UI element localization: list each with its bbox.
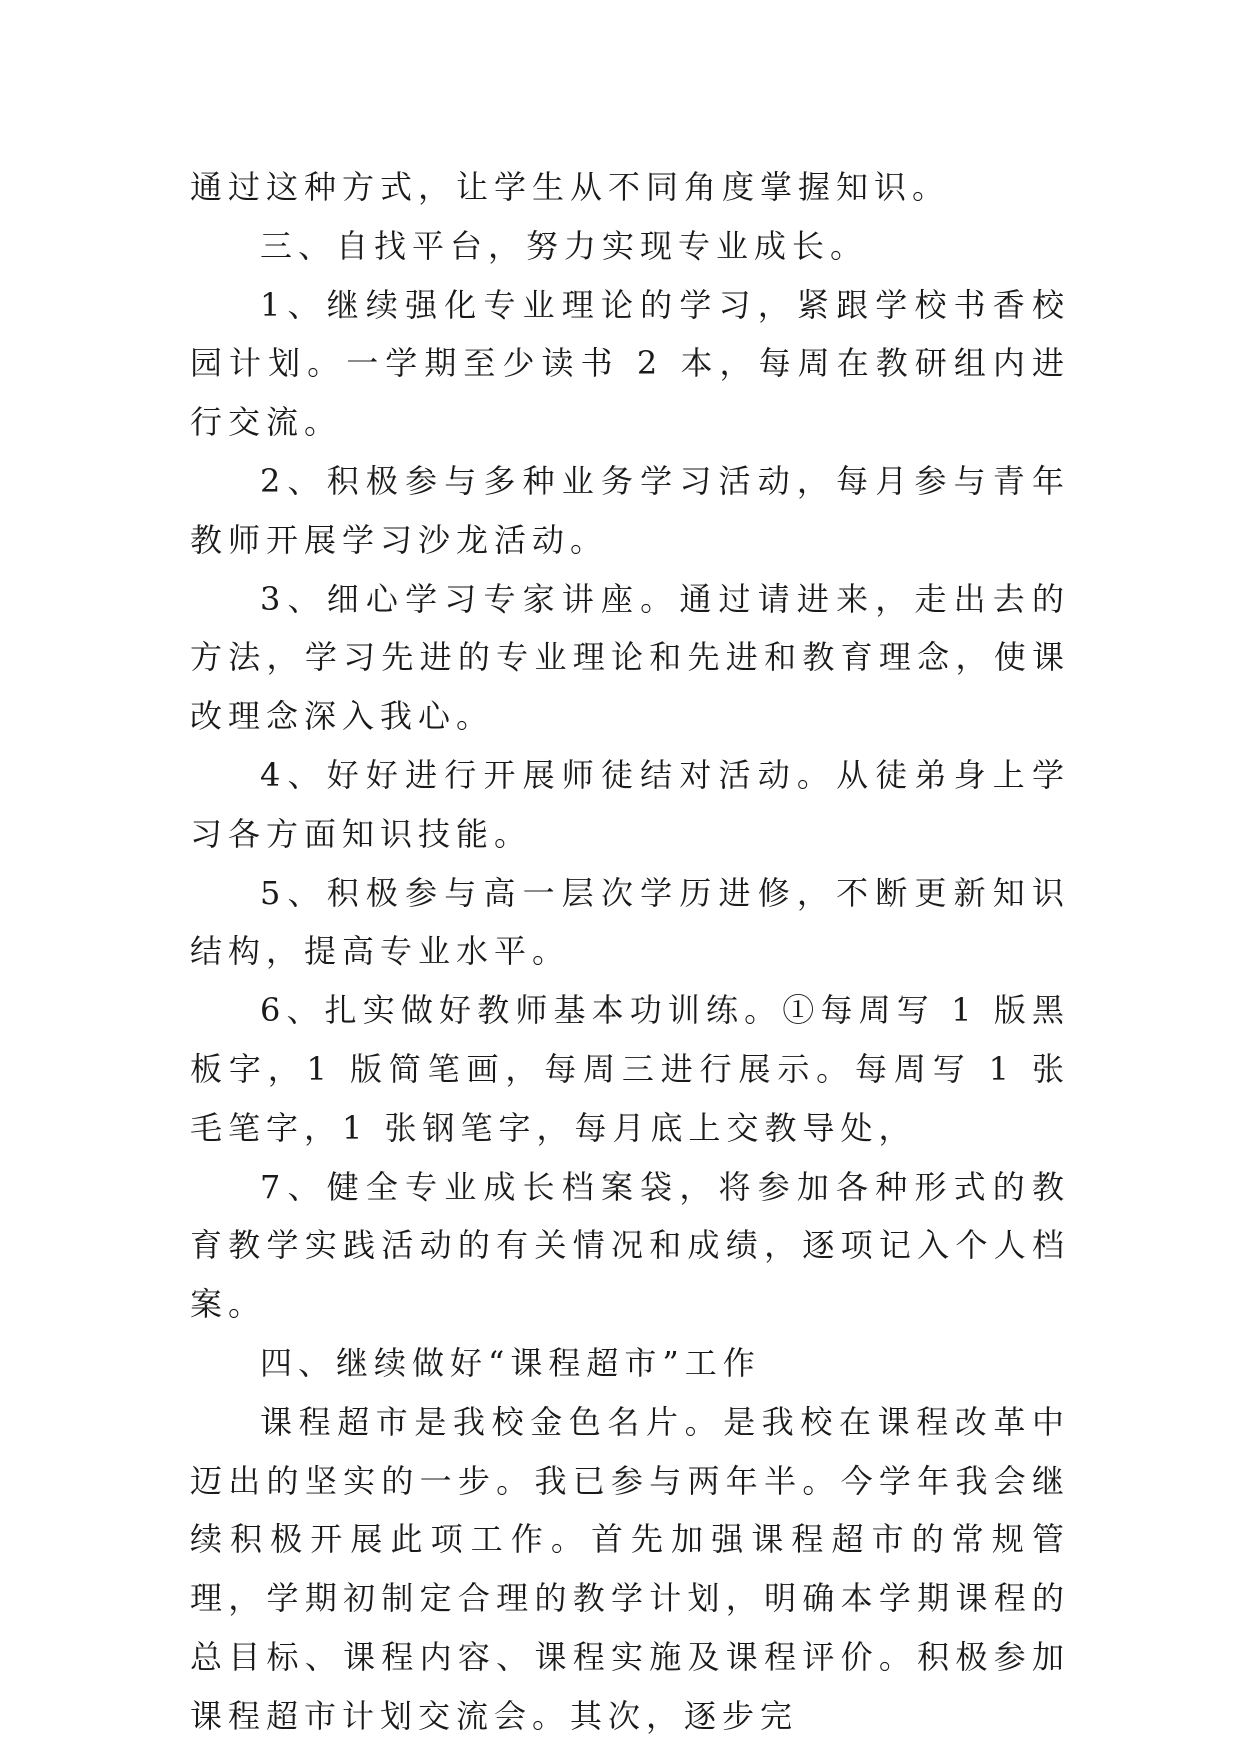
paragraph: 3、细心学习专家讲座。通过请进来，走出去的方法，学习先进的专业理论和先进和教育理念，使课改理念深入我心。 <box>190 579 1070 736</box>
section-heading-three: 三、自找平台，努力实现专业成长。 <box>260 226 869 265</box>
paragraph: 5、积极参与高一层次学历进修，不断更新知识结构，提高专业水平。 <box>190 873 1070 971</box>
paragraph: 课程超市是我校金色名片。是我校在课程改革中迈出的坚实的一步。我已参与两年半。今学年我会继续积极开展此项工作。首先加强课程超市的常规管理，学期初制定合理的教学计划，明确本学期课程的总目标、课程内容、课程实施及课程评价。积极参加课程超市计划交流会。其次，逐步完 <box>190 1402 1070 1735</box>
paragraph: 6、扎实做好教师基本功训练。①每周写 1 版黑板字，1 版简笔画，每周三进行展示。每周写 1 张毛笔字，1 张钢笔字，每月底上交教导处， <box>190 991 1070 1147</box>
paragraph: 1、继续强化专业理论的学习，紧跟学校书香校园计划。一学期至少读书 2 本，每周在教研组内进行交流。 <box>190 285 1070 442</box>
paragraph: 7、健全专业成长档案袋，将参加各种形式的教育教学实践活动的有关情况和成绩，逐项记入个人档案。 <box>190 1167 1070 1324</box>
paragraph: 2、积极参与多种业务学习活动，每月参与青年教师开展学习沙龙活动。 <box>190 461 1070 559</box>
document-body <box>190 158 1070 1746</box>
section-heading-four: 四、继续做好“课程超市”工作 <box>260 1343 761 1382</box>
paragraph: 通过这种方式，让学生从不同角度掌握知识。 <box>190 168 951 206</box>
paragraph: 4、好好进行开展师徒结对活动。从徒弟身上学习各方面知识技能。 <box>190 755 1070 853</box>
